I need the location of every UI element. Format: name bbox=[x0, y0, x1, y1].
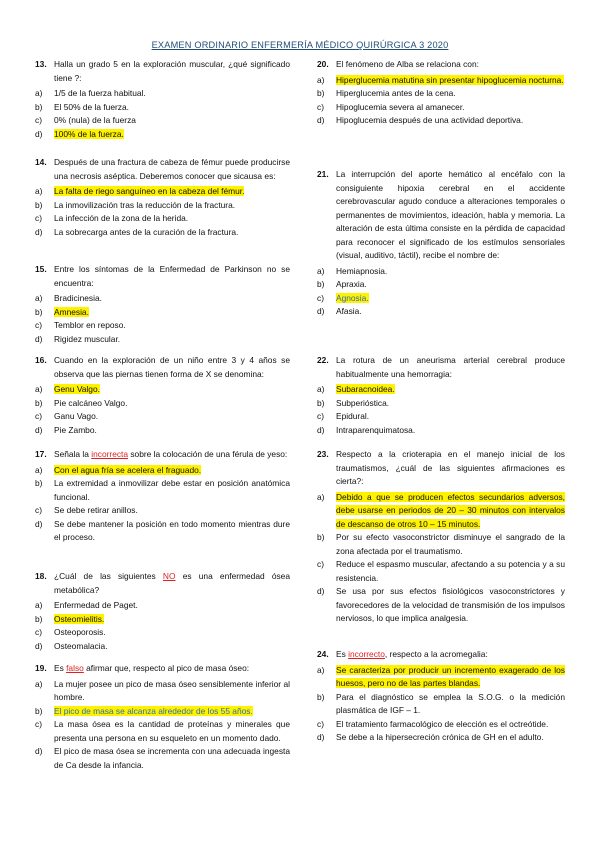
option-text bbox=[336, 114, 565, 128]
option-text bbox=[54, 504, 290, 518]
question-stem bbox=[35, 156, 290, 183]
answer-option bbox=[317, 292, 565, 306]
option-text bbox=[54, 599, 290, 613]
highlighted-answer: Subaracnoidea. bbox=[336, 384, 395, 394]
question-text-part: afirmar que, respecto al pico de masa óseo: bbox=[83, 663, 250, 673]
answer-option bbox=[35, 504, 290, 518]
option-letter: b) bbox=[317, 532, 325, 542]
question-16 bbox=[35, 354, 290, 437]
option-letter: d) bbox=[35, 226, 43, 237]
option-letter: c) bbox=[35, 320, 42, 330]
highlighted-answer: La falta de riego sanguíneo en la cabeza del fémur. bbox=[54, 186, 245, 196]
option-label: El pico de masa ósea se incrementa con una adecuada ingesta de Ca desde la infancia. bbox=[54, 746, 290, 770]
option-letter: c) bbox=[317, 101, 324, 112]
question-20 bbox=[317, 58, 565, 128]
answer-options bbox=[317, 265, 565, 319]
highlighted-answer: Se caracteriza por producir un incremento exagerado de los huesos, pero no de las partes blandas. bbox=[336, 664, 565, 688]
answer-option bbox=[317, 87, 565, 101]
option-text bbox=[336, 397, 565, 411]
answer-options bbox=[35, 292, 290, 346]
option-letter: c) bbox=[317, 411, 324, 421]
option-label: Subperióstica. bbox=[336, 397, 390, 408]
answer-option bbox=[35, 626, 290, 640]
highlighted-answer: Debido a que se producen efectos secundarios adversos, debe usarse en periodos de 20 – 30 minutos con intervalos de descanso de otros 10 – 15 minutos. bbox=[336, 491, 565, 529]
answer-option bbox=[35, 306, 290, 320]
option-text bbox=[54, 226, 290, 240]
answer-option bbox=[317, 664, 565, 691]
highlighted-answer: Genu Valgo. bbox=[54, 384, 100, 394]
option-letter: d) bbox=[317, 586, 325, 596]
option-letter: d) bbox=[35, 746, 43, 756]
answer-option bbox=[317, 718, 565, 732]
answer-option bbox=[35, 319, 290, 333]
question-number: 23. bbox=[317, 449, 329, 459]
option-letter: a) bbox=[317, 265, 325, 276]
option-label: La masa ósea es la cantidad de proteínas y minerales que presenta una persona en su esqueleto en un momento dado. bbox=[54, 719, 290, 743]
option-label: La inmovilización tras la reducción de la fractura. bbox=[54, 199, 236, 210]
question-text bbox=[54, 156, 290, 183]
option-letter: a) bbox=[35, 186, 43, 196]
question-14 bbox=[35, 156, 290, 239]
answer-option bbox=[35, 114, 290, 128]
option-label: Hipoglucemia severa al amanecer. bbox=[336, 101, 465, 112]
answer-option bbox=[35, 397, 290, 411]
question-text bbox=[336, 168, 565, 263]
option-label: Osteomalacia. bbox=[54, 640, 108, 651]
option-text bbox=[54, 640, 290, 654]
option-letter: c) bbox=[35, 505, 42, 515]
question-text-part: Entre los síntomas de la Enfermedad de Parkinson no se encuentra: bbox=[54, 264, 290, 288]
question-23 bbox=[317, 448, 565, 626]
option-letter: c) bbox=[317, 292, 324, 303]
question-stem bbox=[35, 58, 290, 85]
answer-option bbox=[317, 410, 565, 424]
question-stem bbox=[317, 168, 565, 263]
question-text bbox=[54, 662, 290, 676]
option-letter: b) bbox=[35, 306, 43, 317]
option-label: Por su efecto vasoconstrictor disminuye el sangrado de la zona afectada por el traumatismo. bbox=[336, 532, 565, 556]
answer-option bbox=[317, 305, 565, 319]
option-letter: c) bbox=[317, 718, 324, 729]
question-text-part: Cuando en la exploración de un niño entre 3 y 4 años se observa que las piernas tienen forma de X se denomina: bbox=[54, 355, 290, 379]
option-letter: b) bbox=[35, 397, 43, 408]
option-label: Ganu Vago. bbox=[54, 411, 99, 421]
option-text bbox=[54, 518, 290, 545]
question-stem bbox=[317, 354, 565, 381]
option-letter: b) bbox=[317, 691, 325, 702]
question-stem bbox=[35, 662, 290, 676]
option-label: Pie calcáneo Valgo. bbox=[54, 397, 128, 408]
option-letter: a) bbox=[35, 384, 43, 394]
option-label: Se debe mantener la posición en todo momento mientras dure el proceso. bbox=[54, 518, 290, 542]
option-letter: b) bbox=[35, 199, 43, 210]
option-label: El 50% de la fuerza. bbox=[54, 101, 129, 112]
option-label: La mujer posee un pico de masa óseo sensiblemente inferior al hombre. bbox=[54, 678, 290, 702]
option-letter: d) bbox=[317, 115, 325, 125]
option-label: Se debe retirar anillos. bbox=[54, 505, 138, 515]
answer-options bbox=[35, 464, 290, 545]
question-text bbox=[336, 354, 565, 381]
option-letter: c) bbox=[35, 213, 42, 223]
option-label: 1/5 de la fuerza habitual. bbox=[54, 88, 146, 98]
question-keyword: falso bbox=[66, 663, 84, 673]
answer-options bbox=[317, 664, 565, 745]
question-text bbox=[54, 58, 290, 85]
answer-option bbox=[35, 101, 290, 115]
option-label: Enfermedad de Paget. bbox=[54, 600, 138, 610]
question-number: 22. bbox=[317, 355, 329, 365]
question-number: 18. bbox=[35, 571, 47, 581]
answer-option bbox=[35, 678, 290, 705]
option-letter: d) bbox=[35, 333, 43, 344]
answer-option bbox=[317, 74, 565, 88]
option-text bbox=[336, 292, 565, 306]
option-text bbox=[54, 199, 290, 213]
option-text bbox=[54, 424, 290, 438]
question-text-part: sobre la colocación de una férula de yeso: bbox=[128, 449, 288, 459]
option-text bbox=[54, 306, 290, 320]
question-stem bbox=[317, 58, 565, 72]
question-21 bbox=[317, 168, 565, 319]
option-letter: b) bbox=[317, 279, 325, 289]
option-text bbox=[54, 626, 290, 640]
answer-option bbox=[317, 278, 565, 292]
question-stem bbox=[35, 354, 290, 381]
option-text bbox=[336, 87, 565, 101]
option-letter: c) bbox=[317, 559, 324, 569]
option-text bbox=[336, 265, 565, 279]
answer-options bbox=[35, 87, 290, 141]
option-letter: c) bbox=[35, 719, 42, 729]
answer-option bbox=[317, 558, 565, 585]
highlighted-answer: Hiperglucemia matutina sin presentar hipoglucemia nocturna. bbox=[336, 74, 564, 85]
answer-option bbox=[317, 424, 565, 438]
option-letter: b) bbox=[317, 88, 325, 98]
option-label: Afasia. bbox=[336, 306, 362, 316]
option-text bbox=[54, 383, 290, 397]
question-number: 19. bbox=[35, 663, 47, 673]
answer-option bbox=[317, 491, 565, 532]
option-text bbox=[336, 531, 565, 558]
highlighted-answer: Con el agua fría se acelera el fraguado. bbox=[54, 464, 202, 475]
option-text bbox=[336, 491, 565, 532]
option-letter: b) bbox=[317, 397, 325, 408]
answer-option bbox=[317, 397, 565, 411]
answer-option bbox=[35, 410, 290, 424]
option-text bbox=[54, 212, 290, 226]
option-letter: b) bbox=[35, 705, 43, 716]
option-letter: c) bbox=[35, 627, 42, 637]
option-text bbox=[54, 718, 290, 745]
option-label: Se debe a la hipersecreción crónica de GH en el adulto. bbox=[336, 732, 544, 742]
option-text bbox=[336, 585, 565, 626]
question-text-part: Es bbox=[54, 663, 67, 673]
option-label: Intraparenquimatosa. bbox=[336, 424, 416, 435]
question-text bbox=[336, 58, 565, 72]
answer-option bbox=[35, 718, 290, 745]
option-letter: a) bbox=[317, 74, 325, 85]
answer-option bbox=[35, 477, 290, 504]
question-keyword: NO bbox=[162, 571, 176, 581]
option-text bbox=[336, 718, 565, 732]
option-label: Se usa por sus efectos fisiológicos vasoconstrictores y favorecedores de la velocidad de transmisión de los impulsos nerviosos, lo que implica analgesia. bbox=[336, 586, 565, 623]
option-text bbox=[54, 185, 290, 199]
answer-option bbox=[317, 265, 565, 279]
answer-option bbox=[35, 640, 290, 654]
option-text bbox=[54, 613, 290, 627]
question-number: 14. bbox=[35, 157, 47, 167]
question-text bbox=[54, 354, 290, 381]
question-text bbox=[54, 263, 290, 290]
option-letter: d) bbox=[317, 306, 325, 316]
highlighted-answer: El pico de masa se alcanza alrededor de los 55 años. bbox=[54, 705, 253, 716]
question-text bbox=[336, 448, 565, 489]
highlighted-answer: Amnesia. bbox=[54, 306, 89, 317]
question-number: 13. bbox=[35, 59, 47, 69]
option-text bbox=[336, 558, 565, 585]
highlighted-answer: Agnosia. bbox=[336, 292, 369, 303]
option-letter: a) bbox=[317, 664, 325, 675]
question-text-part: El fenómeno de Alba se relaciona con: bbox=[336, 59, 479, 69]
option-label: 0% (nula) de la fuerza bbox=[54, 115, 136, 125]
option-letter: a) bbox=[35, 464, 43, 475]
option-text bbox=[54, 410, 290, 424]
option-letter: b) bbox=[35, 613, 43, 624]
option-text bbox=[336, 731, 565, 745]
answer-option bbox=[35, 424, 290, 438]
option-text bbox=[54, 678, 290, 705]
answer-option bbox=[317, 531, 565, 558]
option-text bbox=[54, 333, 290, 347]
answer-option bbox=[317, 114, 565, 128]
option-label: Apraxia. bbox=[336, 279, 367, 289]
question-text-part: La interrupción del aporte hemático al encéfalo con la consiguiente hipoxia cerebral en el accidente cerebrovascular agudo conduce a alteraciones temporales o permanentes de movimientos, ideación, habla y memoria. La alteración de esta última consiste en la pérdida de capacidad para reconocer el significado de los estímulos sensoriales (visual, auditivo, táctil), recibe el nombre de: bbox=[336, 169, 565, 260]
answer-option bbox=[35, 613, 290, 627]
answer-option bbox=[317, 691, 565, 718]
question-24 bbox=[317, 648, 565, 745]
option-letter: a) bbox=[35, 600, 43, 610]
option-text bbox=[336, 691, 565, 718]
question-17 bbox=[35, 448, 290, 545]
answer-options bbox=[317, 74, 565, 128]
answer-option bbox=[35, 333, 290, 347]
option-text bbox=[54, 292, 290, 306]
answer-option bbox=[35, 185, 290, 199]
option-letter: d) bbox=[35, 424, 43, 435]
question-stem bbox=[35, 263, 290, 290]
question-text bbox=[336, 648, 565, 662]
option-letter: c) bbox=[35, 115, 42, 125]
question-text-part: Es bbox=[336, 649, 349, 659]
option-text bbox=[54, 705, 290, 719]
option-text bbox=[54, 745, 290, 772]
option-text bbox=[54, 319, 290, 333]
option-letter: a) bbox=[35, 678, 43, 689]
option-label: El tratamiento farmacológico de elección es el octreótide. bbox=[336, 718, 549, 729]
answer-option bbox=[35, 518, 290, 545]
question-text-part: Señala la bbox=[54, 449, 92, 459]
option-label: Temblor en reposo. bbox=[54, 320, 126, 330]
question-text-part: , respecto a la acromegalia: bbox=[384, 649, 488, 659]
question-keyword: incorrecto bbox=[348, 649, 385, 659]
question-text-part: ¿Cuál de las siguientes bbox=[54, 571, 163, 581]
option-label: Pie Zambo. bbox=[54, 424, 97, 435]
option-label: Hiperglucemia antes de la cena. bbox=[336, 88, 456, 98]
question-text-part: Después de una fractura de cabeza de fémur puede producirse una necrosis aséptica. Deberemos conocer que sicausa es: bbox=[54, 157, 290, 181]
answer-option bbox=[35, 705, 290, 719]
option-text bbox=[336, 74, 565, 88]
option-label: La extremidad a inmovilizar debe estar en posición anatómica funcional. bbox=[54, 478, 290, 502]
answer-option bbox=[35, 599, 290, 613]
question-13 bbox=[35, 58, 290, 141]
answer-option bbox=[317, 731, 565, 745]
option-label: Osteoporosis. bbox=[54, 627, 106, 637]
option-label: La infección de la zona de la herida. bbox=[54, 213, 189, 223]
question-19 bbox=[35, 662, 290, 772]
answer-options bbox=[317, 383, 565, 437]
question-stem bbox=[35, 570, 290, 597]
question-text bbox=[54, 448, 290, 462]
highlighted-answer: 100% de la fuerza. bbox=[54, 128, 124, 139]
option-letter: a) bbox=[35, 88, 43, 98]
option-label: Epidural. bbox=[336, 411, 370, 421]
answer-option bbox=[35, 383, 290, 397]
page-title: EXAMEN ORDINARIO ENFERMERÍA MÉDICO QUIRÚRGICA 3 2020 bbox=[151, 40, 449, 50]
question-number: 17. bbox=[35, 449, 47, 459]
question-15 bbox=[35, 263, 290, 346]
question-stem bbox=[317, 648, 565, 662]
answer-options bbox=[35, 185, 290, 239]
option-label: Hipoglucemia después de una actividad deportiva. bbox=[336, 115, 524, 125]
option-text bbox=[54, 87, 290, 101]
question-text-part: Respecto a la crioterapia en el manejo inicial de los traumatismos, ¿cuál de las siguientes afirmaciones es cierta?: bbox=[336, 449, 565, 486]
answer-option bbox=[35, 199, 290, 213]
question-text-part: es una enfermedad ósea metabólica? bbox=[54, 571, 290, 595]
question-number: 24. bbox=[317, 649, 329, 659]
answer-option bbox=[35, 226, 290, 240]
question-number: 20. bbox=[317, 59, 329, 69]
question-text-part: La rotura de un aneurisma arterial cerebral produce habitualmente una hemorragia: bbox=[336, 355, 565, 379]
answer-option bbox=[317, 383, 565, 397]
option-text bbox=[54, 477, 290, 504]
option-letter: b) bbox=[35, 478, 43, 488]
option-text bbox=[54, 397, 290, 411]
option-letter: d) bbox=[35, 640, 43, 651]
question-text-part: Halla un grado 5 en la exploración muscular, ¿qué significado tiene ?: bbox=[54, 59, 290, 83]
option-label: La sobrecarga antes de la curación de la fractura. bbox=[54, 226, 239, 237]
answer-option bbox=[35, 292, 290, 306]
option-text bbox=[336, 278, 565, 292]
answer-options bbox=[35, 383, 290, 437]
question-number: 15. bbox=[35, 264, 47, 274]
question-18 bbox=[35, 570, 290, 653]
answer-option bbox=[35, 212, 290, 226]
option-label: Rigidez muscular. bbox=[54, 333, 121, 344]
option-label: Reduce el espasmo muscular, afectando a su potencia y a su resistencia. bbox=[336, 559, 565, 583]
answer-option bbox=[317, 101, 565, 115]
answer-option bbox=[35, 87, 290, 101]
question-stem bbox=[35, 448, 290, 462]
answer-option bbox=[317, 585, 565, 626]
option-label: Hemiapnosia. bbox=[336, 265, 388, 276]
option-label: Bradicinesia. bbox=[54, 293, 102, 303]
option-text bbox=[336, 101, 565, 115]
option-letter: d) bbox=[317, 424, 325, 435]
option-text bbox=[54, 128, 290, 142]
option-text bbox=[336, 383, 565, 397]
option-letter: d) bbox=[35, 128, 43, 139]
highlighted-answer: Osteomielitis. bbox=[54, 613, 105, 624]
option-letter: c) bbox=[35, 411, 42, 421]
answer-option bbox=[35, 745, 290, 772]
option-text bbox=[54, 114, 290, 128]
question-number: 16. bbox=[35, 355, 47, 365]
question-stem bbox=[317, 448, 565, 489]
question-22 bbox=[317, 354, 565, 437]
answer-options bbox=[317, 491, 565, 626]
option-letter: a) bbox=[317, 491, 325, 502]
answer-option bbox=[35, 464, 290, 478]
option-text bbox=[54, 464, 290, 478]
option-letter: d) bbox=[317, 732, 325, 742]
option-text bbox=[336, 664, 565, 691]
option-letter: b) bbox=[35, 101, 43, 112]
option-text bbox=[336, 424, 565, 438]
option-text bbox=[336, 410, 565, 424]
answer-options bbox=[35, 678, 290, 773]
option-letter: a) bbox=[35, 293, 43, 303]
question-number: 21. bbox=[317, 169, 329, 179]
option-text bbox=[54, 101, 290, 115]
option-label: Para el diagnóstico se emplea la S.O.G. o la medición plasmática de IGF – 1. bbox=[336, 691, 565, 715]
answer-options bbox=[35, 599, 290, 653]
option-letter: a) bbox=[317, 384, 325, 394]
question-text bbox=[54, 570, 290, 597]
question-keyword: incorrecta bbox=[91, 449, 129, 459]
option-text bbox=[336, 305, 565, 319]
option-letter: d) bbox=[35, 518, 43, 529]
answer-option bbox=[35, 128, 290, 142]
